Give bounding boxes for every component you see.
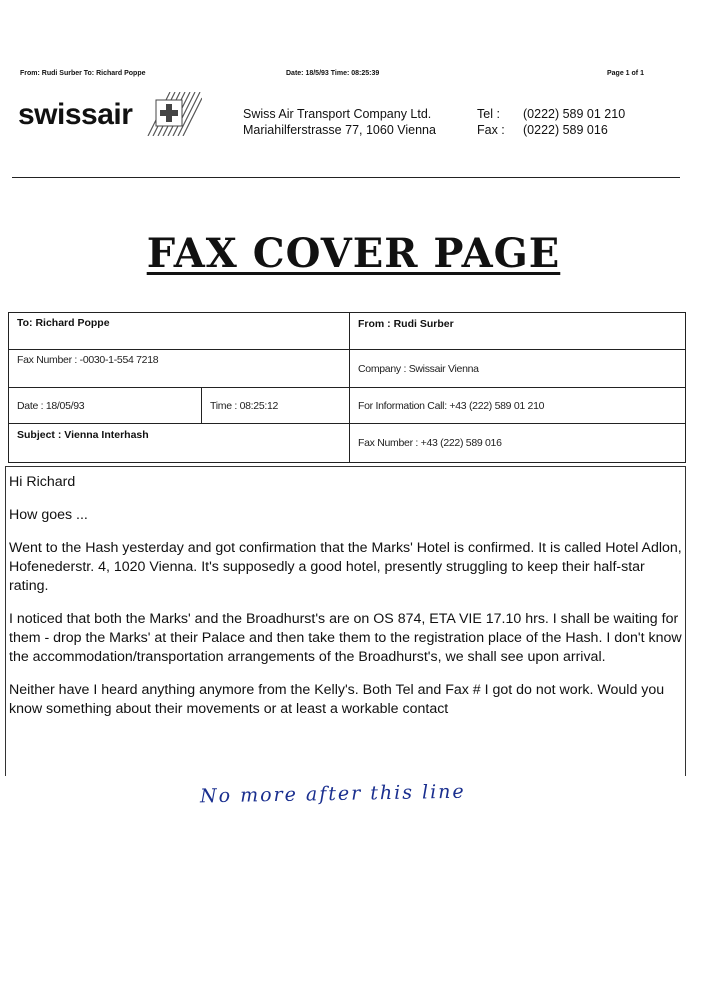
fax-info-table bbox=[8, 312, 686, 463]
date-field: Date : 18/05/93 bbox=[8, 387, 202, 424]
to-field: To: Richard Poppe bbox=[8, 312, 350, 350]
fax-number-field: Fax Number : +43 (222) 589 016 bbox=[349, 423, 686, 463]
fax-header-date-time: Date: 18/5/93 Time: 08:25:39 bbox=[286, 70, 380, 77]
message-greeting: Hi Richard bbox=[9, 474, 76, 490]
company-street: Mariahilferstrasse 77, 1060 Vienna bbox=[243, 123, 436, 137]
company-name: Swiss Air Transport Company Ltd. bbox=[243, 107, 432, 121]
message-body bbox=[5, 466, 686, 776]
tel-fax-values bbox=[523, 106, 625, 138]
tel-value: (0222) 589 01 210 bbox=[523, 107, 626, 121]
message-paragraph-3: I noticed that both the Marks' and the Broadhurst's are on OS 874, ETA VIE 17.10 hrs. I shall be waiting for them - drop the Marks' at their Palace and then take them to the registration place of the Hash. I don't know the accommodation/transportation arrangements of the Broadhurst's, we shall see upon arrival. bbox=[9, 611, 682, 665]
message-paragraph-4: Neither have I heard anything anymore from the Kelly's. Both Tel and Fax # I got do not work. Would you know something about their movements or at least a workable contact bbox=[9, 682, 665, 717]
recipient-number-field: Fax Number : -0030-1-554 7218 bbox=[8, 349, 350, 388]
swiss-cross-logo-icon bbox=[140, 92, 202, 136]
message-paragraph-2: Went to the Hash yesterday and got confirmation that the Marks' Hotel is confirmed. It is called Hotel Adlon, Hofenederstr. 4, 1020 Vienna. It's supposedly a good hotel, presently struggling to keep their half-star rating. bbox=[9, 540, 682, 594]
time-field: Time : 08:25:12 bbox=[201, 387, 350, 424]
message-paragraph-1: How goes ... bbox=[9, 507, 88, 523]
swissair-logo-text: swissair bbox=[18, 98, 133, 131]
company-field: Company : Swissair Vienna bbox=[349, 349, 686, 388]
fax-label: Fax : bbox=[477, 123, 505, 137]
header-divider bbox=[12, 177, 680, 178]
fax-header-page: Page 1 of 1 bbox=[607, 70, 644, 77]
subject-field: Subject : Vienna Interhash bbox=[8, 423, 350, 463]
fax-header-from-to: From: Rudi Surber To: Richard Poppe bbox=[20, 70, 146, 77]
page-title: FAX COVER PAGE bbox=[146, 230, 561, 277]
from-field: From : Rudi Surber bbox=[349, 312, 686, 350]
company-address bbox=[243, 106, 436, 138]
information-call-field: For Information Call: +43 (222) 589 01 210 bbox=[349, 387, 686, 424]
fax-value: (0222) 589 016 bbox=[523, 123, 608, 137]
tel-fax-labels bbox=[477, 106, 505, 138]
tel-label: Tel : bbox=[477, 107, 500, 121]
handwritten-note: No more after this line bbox=[199, 780, 466, 808]
